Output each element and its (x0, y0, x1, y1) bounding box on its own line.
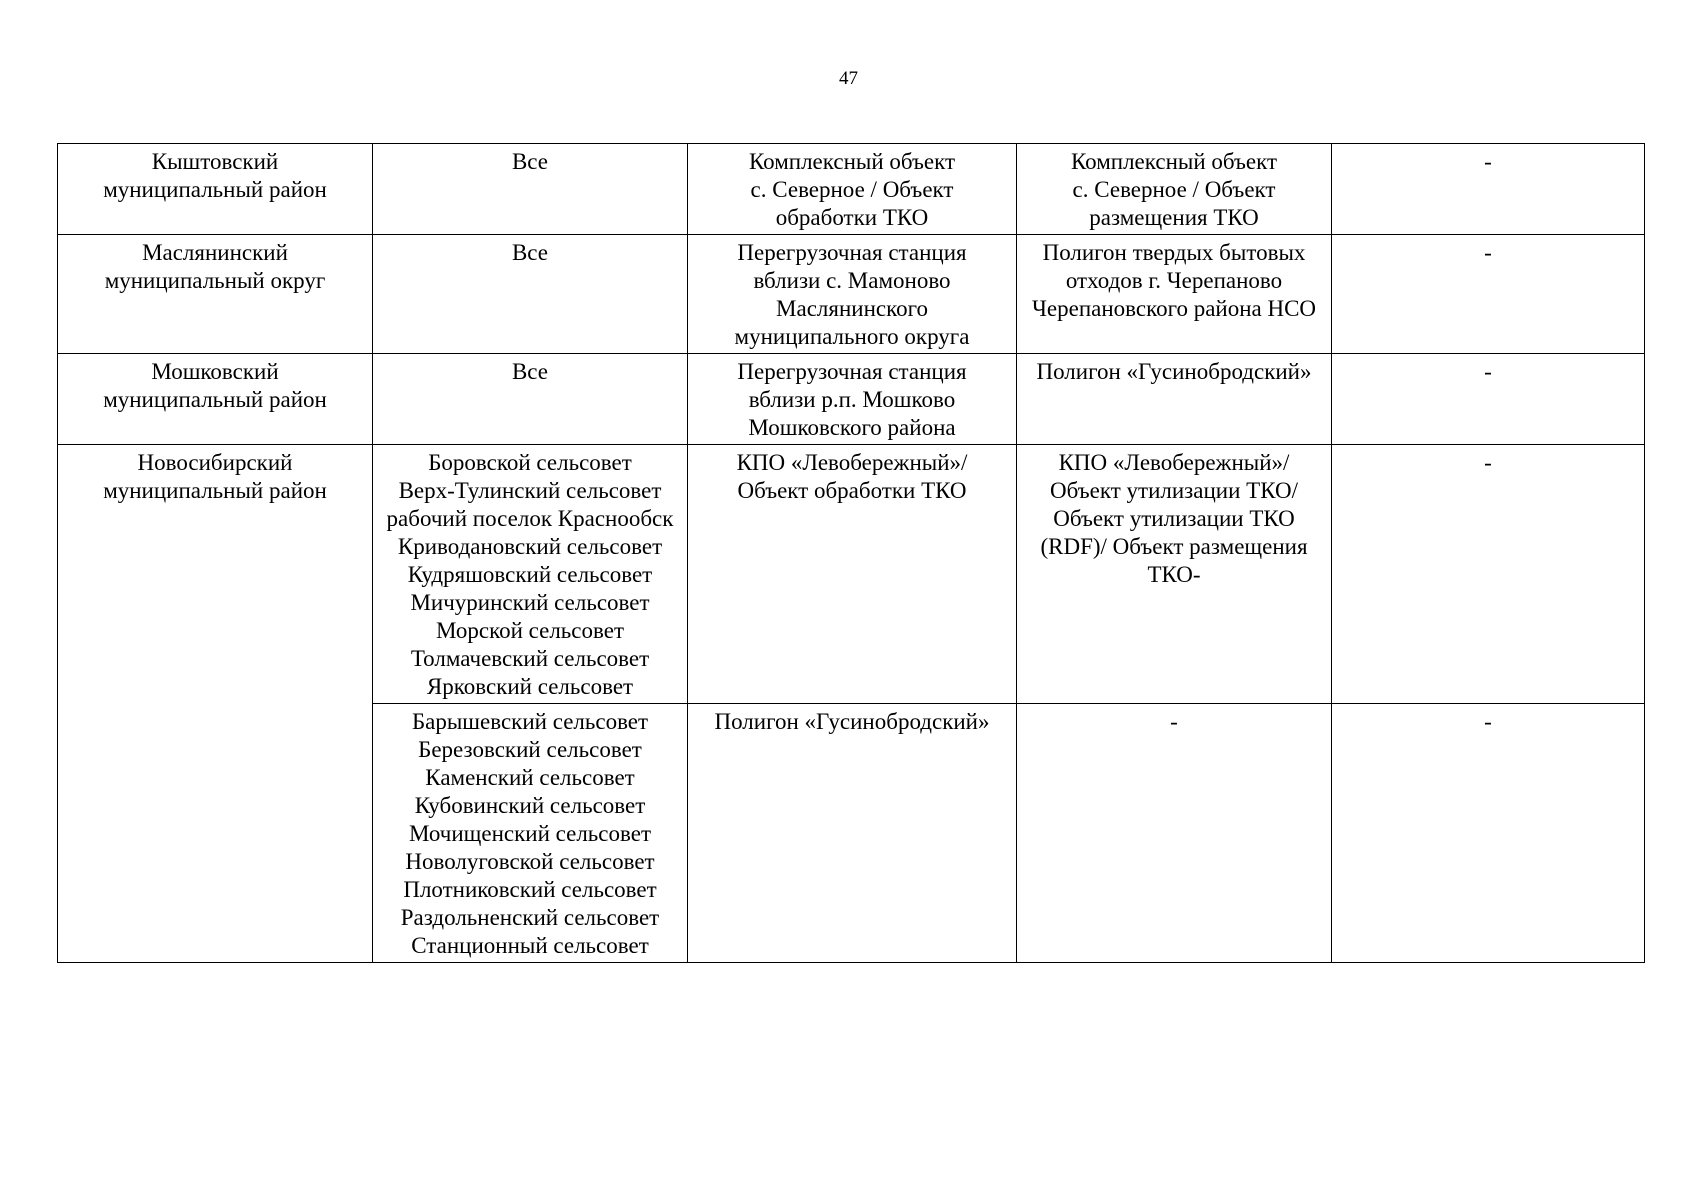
page-number: 47 (839, 68, 858, 89)
second-object-cell: - (1017, 704, 1332, 963)
last-cell: - (1332, 704, 1645, 963)
district-cell: Кыштовский муниципальный район (58, 144, 373, 235)
last-cell: - (1332, 144, 1645, 235)
first-object-cell: КПО «Левобережный»/ Объект обработки ТКО (688, 445, 1017, 704)
last-cell: - (1332, 354, 1645, 445)
second-object-cell: КПО «Левобережный»/ Объект утилизации ТКО/ Объект утилизации ТКО (RDF)/ Объект размещения ТКО- (1017, 445, 1332, 704)
settlements-cell: Все (373, 235, 688, 354)
first-object-cell: Перегрузочная станция вблизи р.п. Мошково Мошковского района (688, 354, 1017, 445)
district-cell: Мошковский муниципальный район (58, 354, 373, 445)
table-row (58, 144, 1645, 235)
last-cell: - (1332, 235, 1645, 354)
settlements-cell: Боровской сельсовет Верх-Тулинский сельсовет рабочий поселок Краснообск Криводановский сельсовет Кудряшовский сельсовет Мичуринский сельсовет Морской сельсовет Толмачевский сельсовет Ярковский сельсовет (373, 445, 688, 704)
second-object-cell: Полигон «Гусинобродский» (1017, 354, 1332, 445)
district-cell: Маслянинский муниципальный округ (58, 235, 373, 354)
district-cell: Новосибирский муниципальный район (58, 445, 373, 963)
first-object-cell: Перегрузочная станция вблизи с. Мамоново Маслянинского муниципального округа (688, 235, 1017, 354)
second-object-cell: Комплексный объект с. Северное / Объект размещения ТКО (1017, 144, 1332, 235)
settlements-cell: Все (373, 354, 688, 445)
settlements-cell: Барышевский сельсовет Березовский сельсовет Каменский сельсовет Кубовинский сельсовет Мочищенский сельсовет Новолуговской сельсовет Плотниковский сельсовет Раздольненский сельсовет Станционный сельсовет (373, 704, 688, 963)
last-cell: - (1332, 445, 1645, 704)
settlements-cell: Все (373, 144, 688, 235)
first-object-cell: Полигон «Гусинобродский» (688, 704, 1017, 963)
table-row (58, 354, 1645, 445)
first-object-cell: Комплексный объект с. Северное / Объект обработки ТКО (688, 144, 1017, 235)
table-row (58, 235, 1645, 354)
second-object-cell: Полигон твердых бытовых отходов г. Черепаново Черепановского района НСО (1017, 235, 1332, 354)
table-row (58, 445, 1645, 704)
routing-table (57, 143, 1645, 963)
